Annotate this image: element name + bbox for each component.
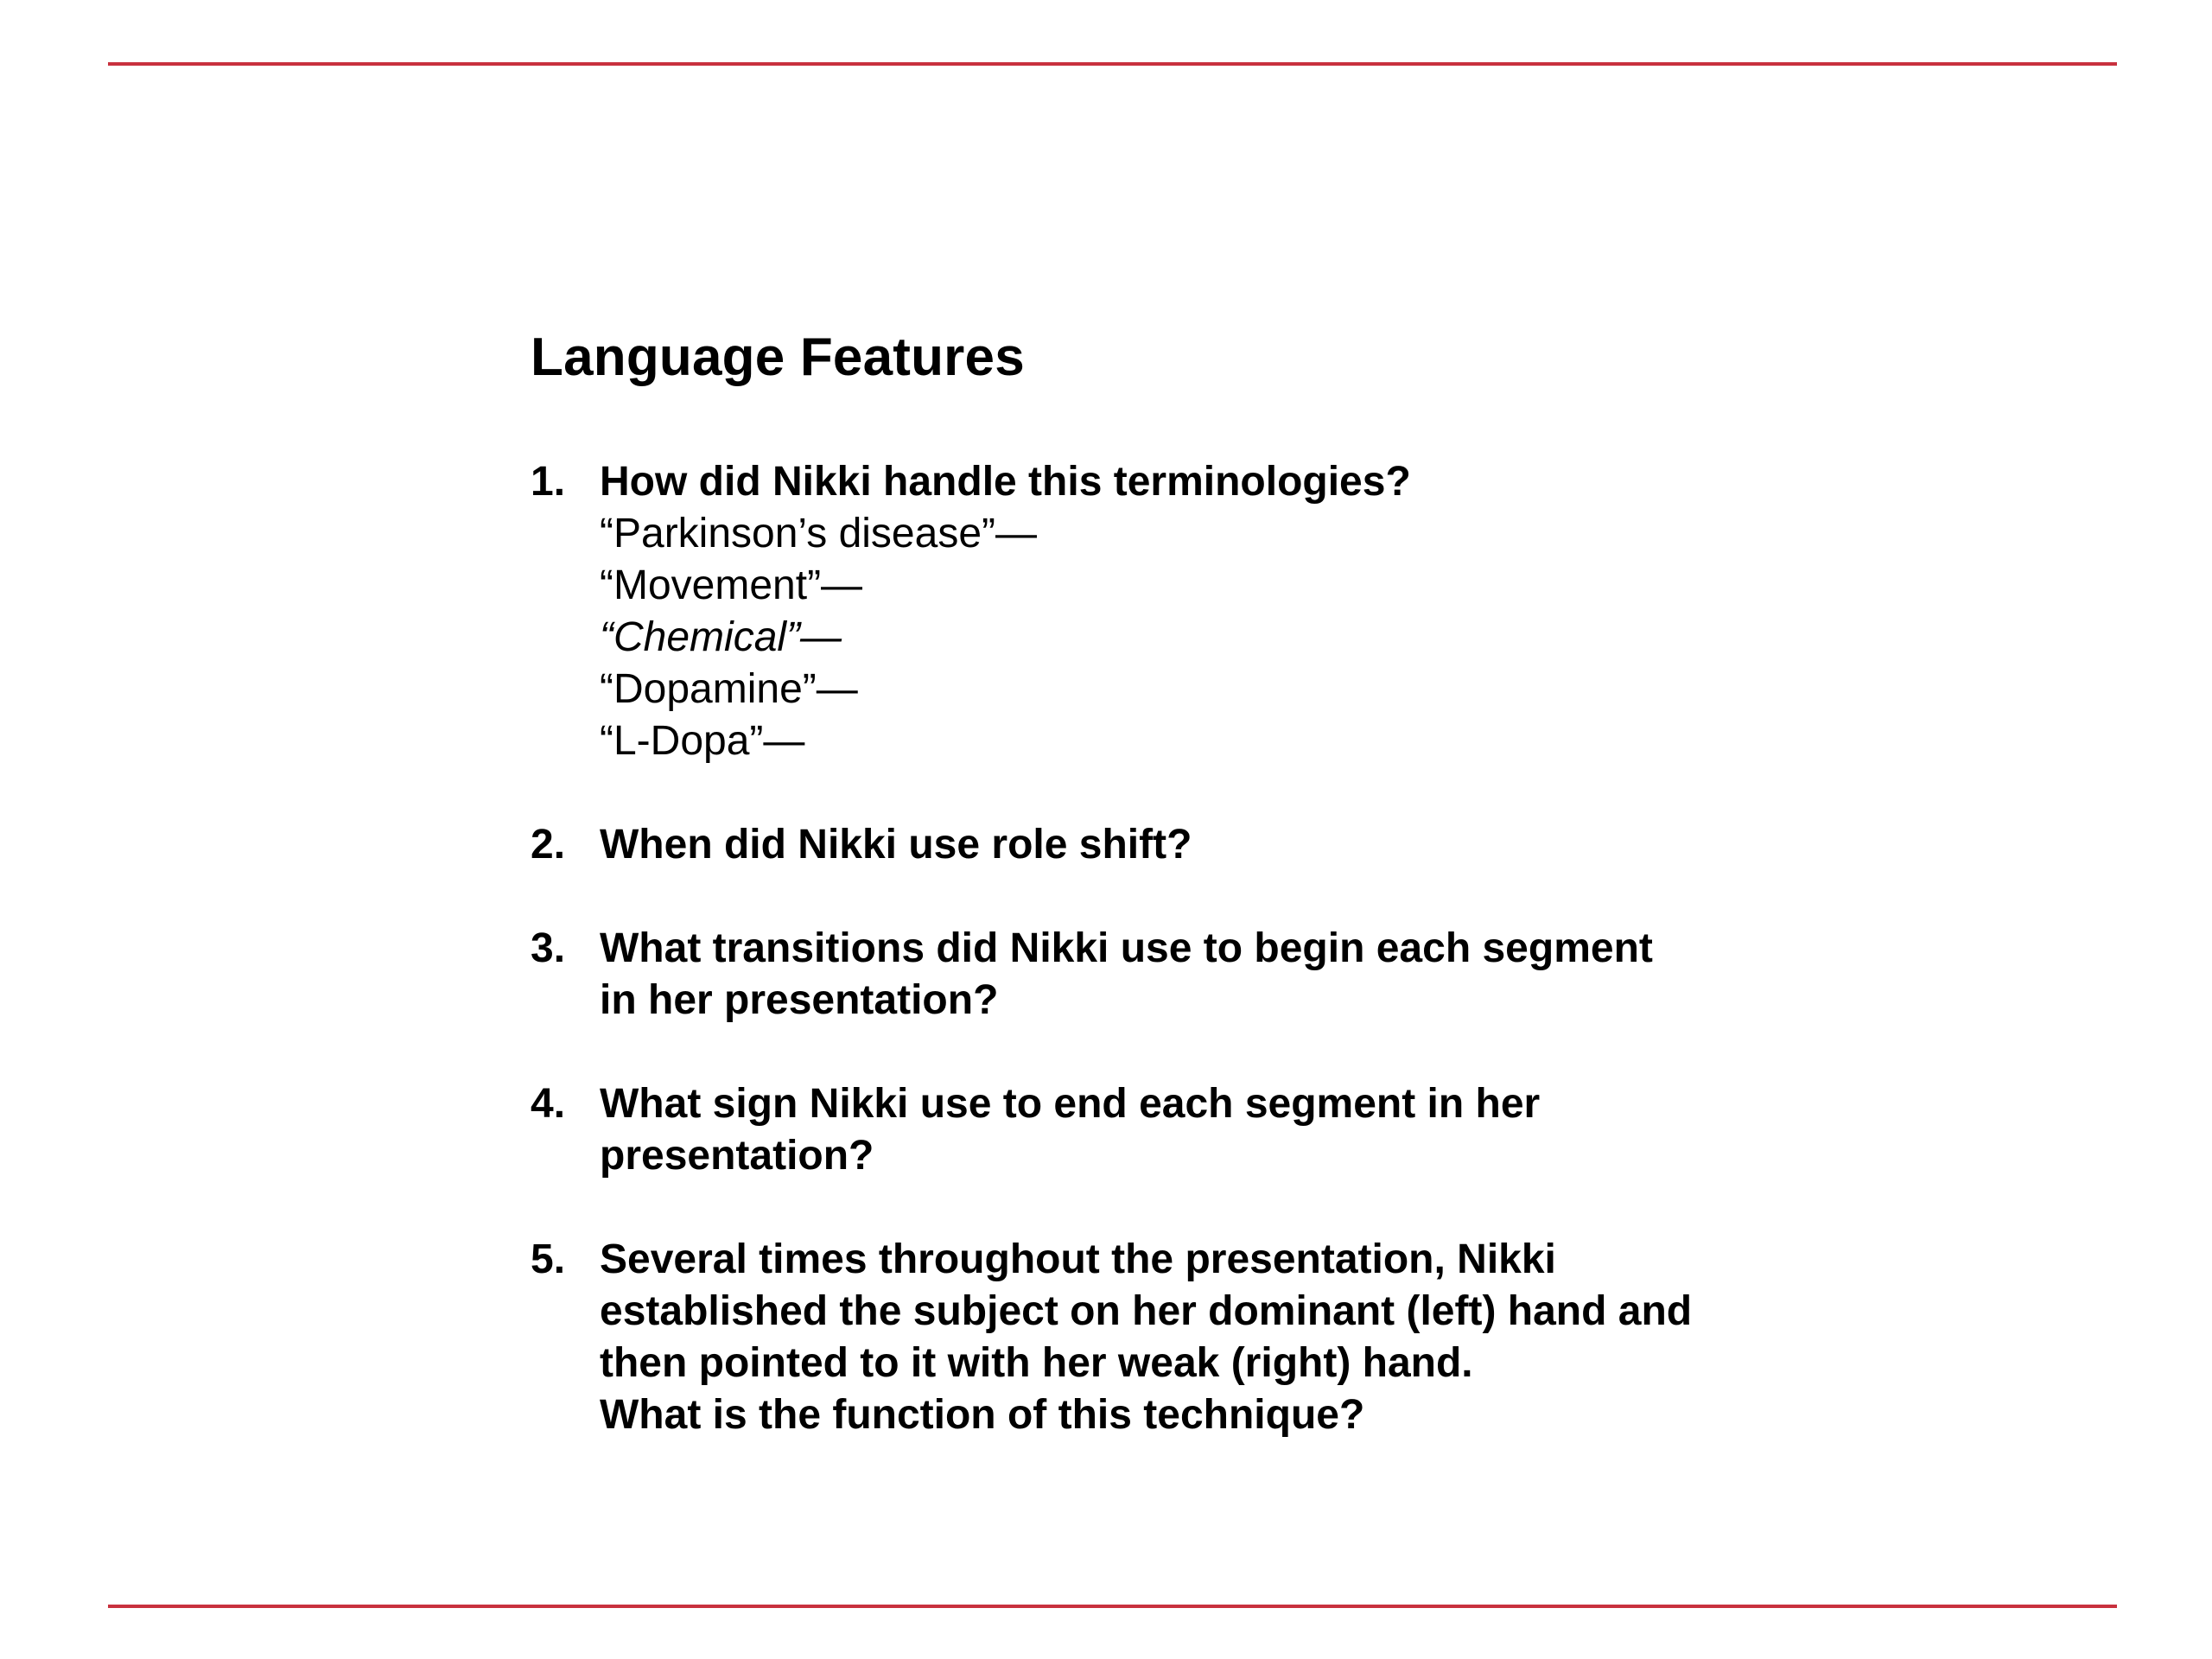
bottom-divider — [108, 1605, 2117, 1608]
question-text: Several times throughout the presentation, Nikki established the subject on her dominant (left) hand and then pointed to it with her weak (right) hand. What is the function of this technique? — [600, 1236, 1693, 1438]
question-text: When did Nikki use role shift? — [600, 822, 1192, 868]
term-item: “Movement”— — [600, 563, 863, 608]
top-divider — [108, 62, 2117, 66]
question-number: 5. — [531, 1236, 566, 1282]
question-item — [531, 923, 1999, 1027]
question-text: What sign Nikki use to end each segment in her presentation? — [600, 1081, 1541, 1179]
term-list — [600, 508, 1999, 767]
question-text: What transitions did Nikki use to begin each segment in her presentation? — [600, 925, 1653, 1023]
term-item: “L-Dopa”— — [600, 718, 805, 764]
question-number: 3. — [531, 925, 566, 971]
slide-title: Language Features — [531, 327, 1025, 387]
term-item: “Dopamine”— — [600, 666, 858, 712]
question-item — [531, 819, 1999, 871]
question-number: 1. — [531, 459, 566, 505]
question-list — [531, 456, 1999, 1441]
question-item — [531, 1234, 1999, 1441]
slide-content — [531, 327, 1999, 1493]
question-text: How did Nikki handle this terminologies? — [600, 459, 1411, 505]
question-item — [531, 1078, 1999, 1182]
question-number: 4. — [531, 1081, 566, 1127]
term-item: “Chemical”— — [600, 614, 842, 660]
term-item: “Parkinson’s disease”— — [600, 511, 1037, 556]
question-item — [531, 456, 1999, 767]
question-number: 2. — [531, 822, 566, 868]
